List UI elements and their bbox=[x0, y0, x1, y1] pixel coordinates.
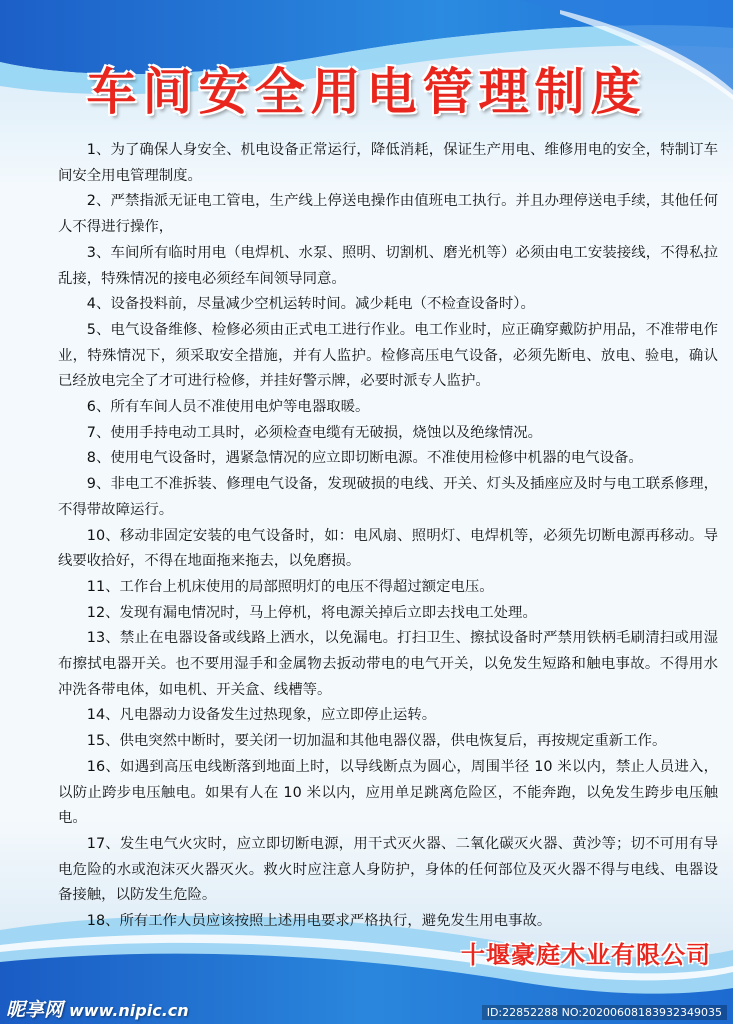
rule-item: 17、发生电气火灾时，应立即切断电源，用干式灭火器、二氧化碳灭火器、黄沙等；切不可用有导电危险的水或泡沫灭火器灭火。救火时应注意人身防护，身体的任何部位及灭火器不得与电线、电器设备接触，以防发生危险。 bbox=[58, 835, 718, 904]
rule-item: 12、发现有漏电情况时，马上停机，将电源关掉后立即去找电工处理。 bbox=[86, 604, 537, 621]
rule-item: 9、非电工不准拆装、修理电气设备，发现破损的电线、开关、灯头及插座应及时与电工联系修理，不得带故障运行。 bbox=[58, 476, 718, 518]
watermark-brand bbox=[6, 995, 189, 1022]
rule-item: 14、凡电器动力设备发生过热现象，应立即停止运转。 bbox=[86, 707, 437, 724]
rule-item: 10、移动非固定安装的电气设备时，如：电风扇、照明灯、电焊机等，必须先切断电源再移动。导线要收拾好，不得在地面拖来拖去，以免磨损。 bbox=[58, 527, 718, 570]
watermark-site: www.nipic.cn bbox=[69, 1001, 189, 1020]
rule-item: 4、设备投料前，尽量减少空机运转时间。减少耗电（不检查设备时）。 bbox=[86, 296, 535, 313]
rule-item: 1、为了确保人身安全、机电设备正常运行，降低消耗，保证生产用电、维修用电的安全，特制订车间安全用电管理制度。 bbox=[58, 142, 718, 184]
company-name: 十堰豪庭木业有限公司 bbox=[461, 941, 711, 969]
rule-item: 18、所有工作人员应该按照上述用电要求严格执行，避免发生用电事故。 bbox=[86, 913, 552, 930]
rule-item: 16、如遇到高压电线断落到地面上时，以导线断点为圆心，周围半径 10 米以内，禁止人员进入，以防止跨步电压触电。如果有人在 10 米以内，应用单足跳离危险区，不能奔跑，以免发生跨步电压触电。 bbox=[58, 758, 718, 827]
rule-item: 3、车间所有临时用电（电焊机、水泵、照明、切割机、磨光机等）必须由电工安装接线，不得私拉乱接，特殊情况的接电必须经车间领导同意。 bbox=[58, 244, 718, 287]
watermark-brand-name: 昵享网 bbox=[6, 999, 64, 1021]
rules-list bbox=[58, 138, 718, 935]
rule-item: 7、使用手持电动工具时，必须检查电缆有无破损，烧蚀以及绝缘情况。 bbox=[86, 424, 543, 441]
rule-item: 15、供电突然中断时，要关闭一切加温和其他电器仪器，供电恢复后，再按规定重新工作。 bbox=[86, 733, 667, 750]
page-title: 车间安全用电管理制度 bbox=[86, 63, 647, 121]
rule-item: 2、严禁指派无证电工管电，生产线上停送电操作由值班电工执行。并且办理停送电手续，其他任何人不得进行操作， bbox=[58, 193, 718, 236]
rule-item: 13、禁止在电器设备或线路上洒水，以免漏电。打扫卫生、擦拭设备时严禁用铁柄毛刷清扫或用湿布擦拭电器开关。也不要用湿手和金属物去扳动带电的电气开关，以免发生短路和触电事故。不得用水冲洗各带电体，如电机、开关盒、线槽等。 bbox=[58, 630, 718, 698]
rule-item: 5、电气设备维修、检修必须由正式电工进行作业。电工作业时，应正确穿戴防护用品，不准带电作业，特殊情况下，须采取安全措施，并有人监护。检修高压电气设备，必须先断电、放电、验电，确认已经放电完全了才可进行检修，并挂好警示牌，必要时派专人监护。 bbox=[58, 321, 718, 390]
rule-item: 6、所有车间人员不准使用电炉等电器取暖。 bbox=[86, 399, 370, 416]
rule-item: 8、使用电气设备时，遇紧急情况的应立即切断电源。不准使用检修中机器的电气设备。 bbox=[86, 450, 643, 467]
watermark-id: ID:22852288 NO:20200608183932349035 bbox=[482, 1005, 727, 1020]
rule-item: 11、工作台上机床使用的局部照明灯的电压不得超过额定电压。 bbox=[86, 578, 494, 595]
